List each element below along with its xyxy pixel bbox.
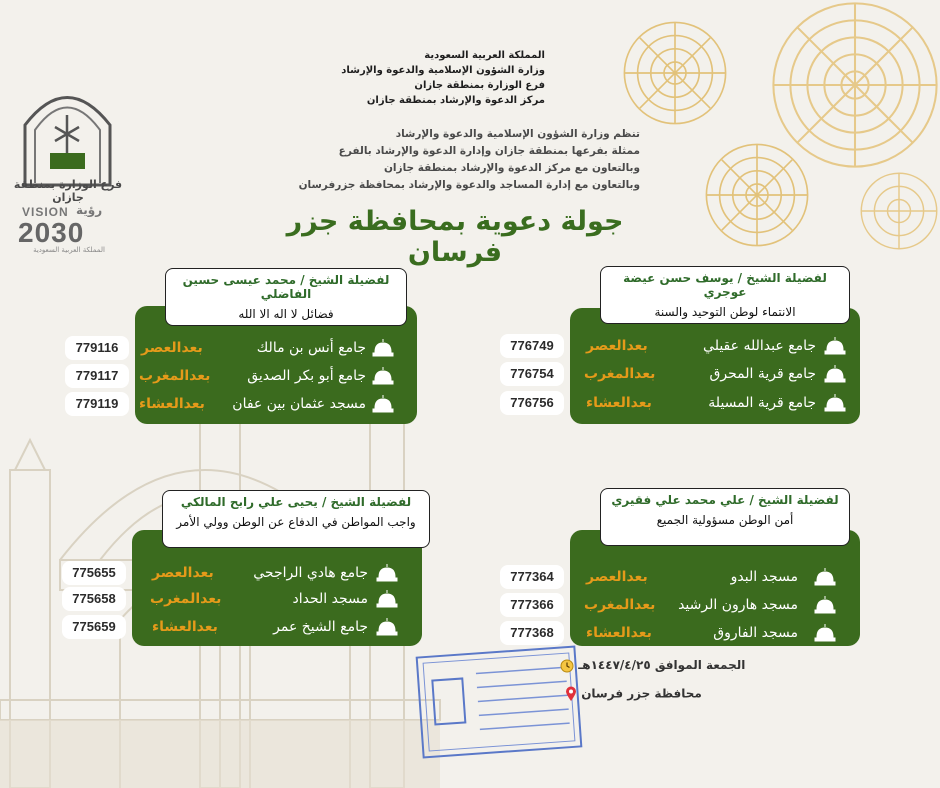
mosque-name: مسجد هارون الرشيد — [678, 597, 798, 613]
prayer-time: بعدالعشاء — [139, 396, 205, 412]
mosque-name: مسجد الفاروق — [713, 625, 798, 641]
mandala-ornament — [620, 18, 730, 128]
mosque-code: 776756 — [500, 391, 564, 415]
schedule-row — [500, 390, 870, 416]
lecture-card — [500, 488, 870, 650]
schedule-row — [500, 564, 870, 590]
mosque-code: 777366 — [500, 593, 564, 617]
prayer-time: بعدالمغرب — [584, 597, 656, 613]
official-line: وزارة الشؤون الإسلامية والدعوة والإرشاد — [341, 65, 545, 76]
mosque-name: جامع قرية المسيلة — [708, 395, 816, 411]
prayer-time: بعدالعصر — [586, 569, 648, 585]
mosque-name: جامع قرية المحرق — [709, 366, 816, 382]
mosque-name: مسجد البدو — [730, 569, 798, 585]
mosque-name: جامع أبو بكر الصديق — [247, 368, 366, 384]
sheikh-label-box — [600, 266, 850, 324]
mosque-code: 776749 — [500, 334, 564, 358]
mosque-code: 779117 — [65, 364, 129, 388]
place-text: محافظة جزر فرسان — [581, 686, 702, 701]
vision-year: 2030 — [18, 217, 85, 248]
mandala-ornament — [702, 140, 812, 250]
mosque-name: جامع هادي الراجحي — [253, 565, 368, 581]
official-line: المملكة العربية السعودية — [424, 50, 545, 61]
lecture-topic: واجب المواطن في الدفاع عن الوطن وولي الأمر — [176, 515, 416, 529]
lecture-card — [62, 490, 432, 650]
schedule-row — [65, 335, 420, 361]
mosque-dome-icon — [824, 393, 846, 413]
prayer-time: بعدالعشاء — [586, 625, 652, 641]
mosque-code: 779119 — [65, 392, 129, 416]
prayer-time: بعدالعصر — [586, 338, 648, 354]
mosque-code: 777368 — [500, 621, 564, 645]
mosque-dome-icon — [376, 563, 398, 583]
prayer-time: بعدالمغرب — [139, 368, 211, 384]
mosque-dome-icon — [372, 366, 394, 386]
prayer-time: بعدالعشاء — [152, 619, 218, 635]
schedule-row — [62, 560, 432, 586]
prayer-time: بعدالعصر — [141, 340, 203, 356]
mosque-dome-icon — [372, 394, 394, 414]
schedule-row — [65, 391, 420, 417]
mosque-name: جامع الشيخ عمر — [273, 619, 368, 635]
lecture-topic: فضائل لا اله الا الله — [238, 307, 334, 321]
sheikh-label-box — [600, 488, 850, 546]
mosque-name: مسجد الحداد — [292, 591, 368, 607]
official-header — [320, 48, 545, 108]
schedule-row — [500, 333, 870, 359]
intro-line: وبالتعاون مع مركز الدعوة والإرشاد بمنطقة جازان — [383, 162, 640, 174]
mosque-code: 776754 — [500, 362, 564, 386]
mosque-name: جامع أنس بن مالك — [256, 340, 366, 356]
vision-label-arabic: رؤية — [76, 203, 103, 217]
sheikh-name: لفضيلة الشيخ / يحيى علي رابح المالكي — [180, 495, 412, 509]
schedule-row — [500, 620, 870, 646]
mosque-code: 779116 — [65, 336, 129, 360]
mosque-dome-icon — [376, 589, 398, 609]
vision-subtitle: المملكة العربية السعودية — [33, 246, 105, 254]
intro-line: ممثلة بفرعها بمنطقة جازان وإدارة الدعوة والإرشاد بالفرع — [338, 145, 640, 157]
sheikh-name: لفضيلة الشيخ / محمد عيسى حسين الفاضلي — [182, 273, 390, 301]
location-pin-icon — [565, 686, 577, 702]
lecture-card — [65, 268, 420, 428]
official-stamp — [415, 644, 584, 759]
official-line: فرع الوزارة بمنطقة جازان — [414, 80, 545, 91]
mosque-dome-icon — [372, 338, 394, 358]
official-line: مركز الدعوة والإرشاد بمنطقة جازان — [366, 95, 545, 106]
mosque-name: جامع عبدالله عقيلي — [703, 338, 816, 354]
schedule-row — [500, 361, 870, 387]
intro-line: تنظم وزارة الشؤون الإسلامية والدعوة والإرشاد — [395, 128, 640, 140]
mosque-code: 777364 — [500, 565, 564, 589]
prayer-time: بعدالعشاء — [586, 395, 652, 411]
prayer-time: بعدالمغرب — [584, 366, 656, 382]
lecture-topic: الانتماء لوطن التوحيد والسنة — [654, 305, 796, 319]
sheikh-name: لفضيلة الشيخ / يوسف حسن عيضة عوجري — [623, 271, 827, 299]
mosque-code: 775655 — [62, 561, 126, 585]
lecture-topic: أمن الوطن مسؤولية الجميع — [656, 513, 794, 527]
intro-line: وبالتعاون مع إدارة المساجد والدعوة والإرشاد بمحافظة جزرفرسان — [298, 179, 640, 191]
mosque-dome-icon — [814, 623, 836, 643]
prayer-time: بعدالعصر — [152, 565, 214, 581]
event-place — [565, 686, 702, 702]
schedule-row — [62, 614, 432, 640]
schedule-row — [62, 586, 432, 612]
vision-label: VISION — [22, 205, 69, 219]
mosque-code: 775659 — [62, 615, 126, 639]
lecture-card — [500, 266, 870, 426]
mosque-name: مسجد عثمان بين عفان — [232, 396, 366, 412]
page-title: جولة دعوية بمحافظة جزر فرسان — [286, 206, 624, 268]
prayer-time: بعدالمغرب — [150, 591, 222, 607]
clock-icon — [560, 659, 574, 673]
sheikh-label-box — [162, 490, 430, 548]
logo-caption: فرع الوزارة بمنطقة جازان — [13, 178, 123, 204]
mandala-ornament — [858, 170, 940, 252]
event-date — [560, 658, 745, 673]
mosque-dome-icon — [376, 617, 398, 637]
mosque-dome-icon — [814, 595, 836, 615]
mosque-dome-icon — [824, 336, 846, 356]
date-text: الجمعة الموافق ١٤٤٧/٤/٢٥هـ — [578, 658, 746, 672]
sheikh-name: لفضيلة الشيخ / علي محمد علي فقيري — [611, 493, 839, 507]
intro-text — [260, 126, 640, 194]
mosque-dome-icon — [824, 364, 846, 384]
schedule-row — [500, 592, 870, 618]
mosque-code: 775658 — [62, 587, 126, 611]
schedule-row — [65, 363, 420, 389]
mosque-dome-icon — [814, 567, 836, 587]
sheikh-label-box — [165, 268, 407, 326]
